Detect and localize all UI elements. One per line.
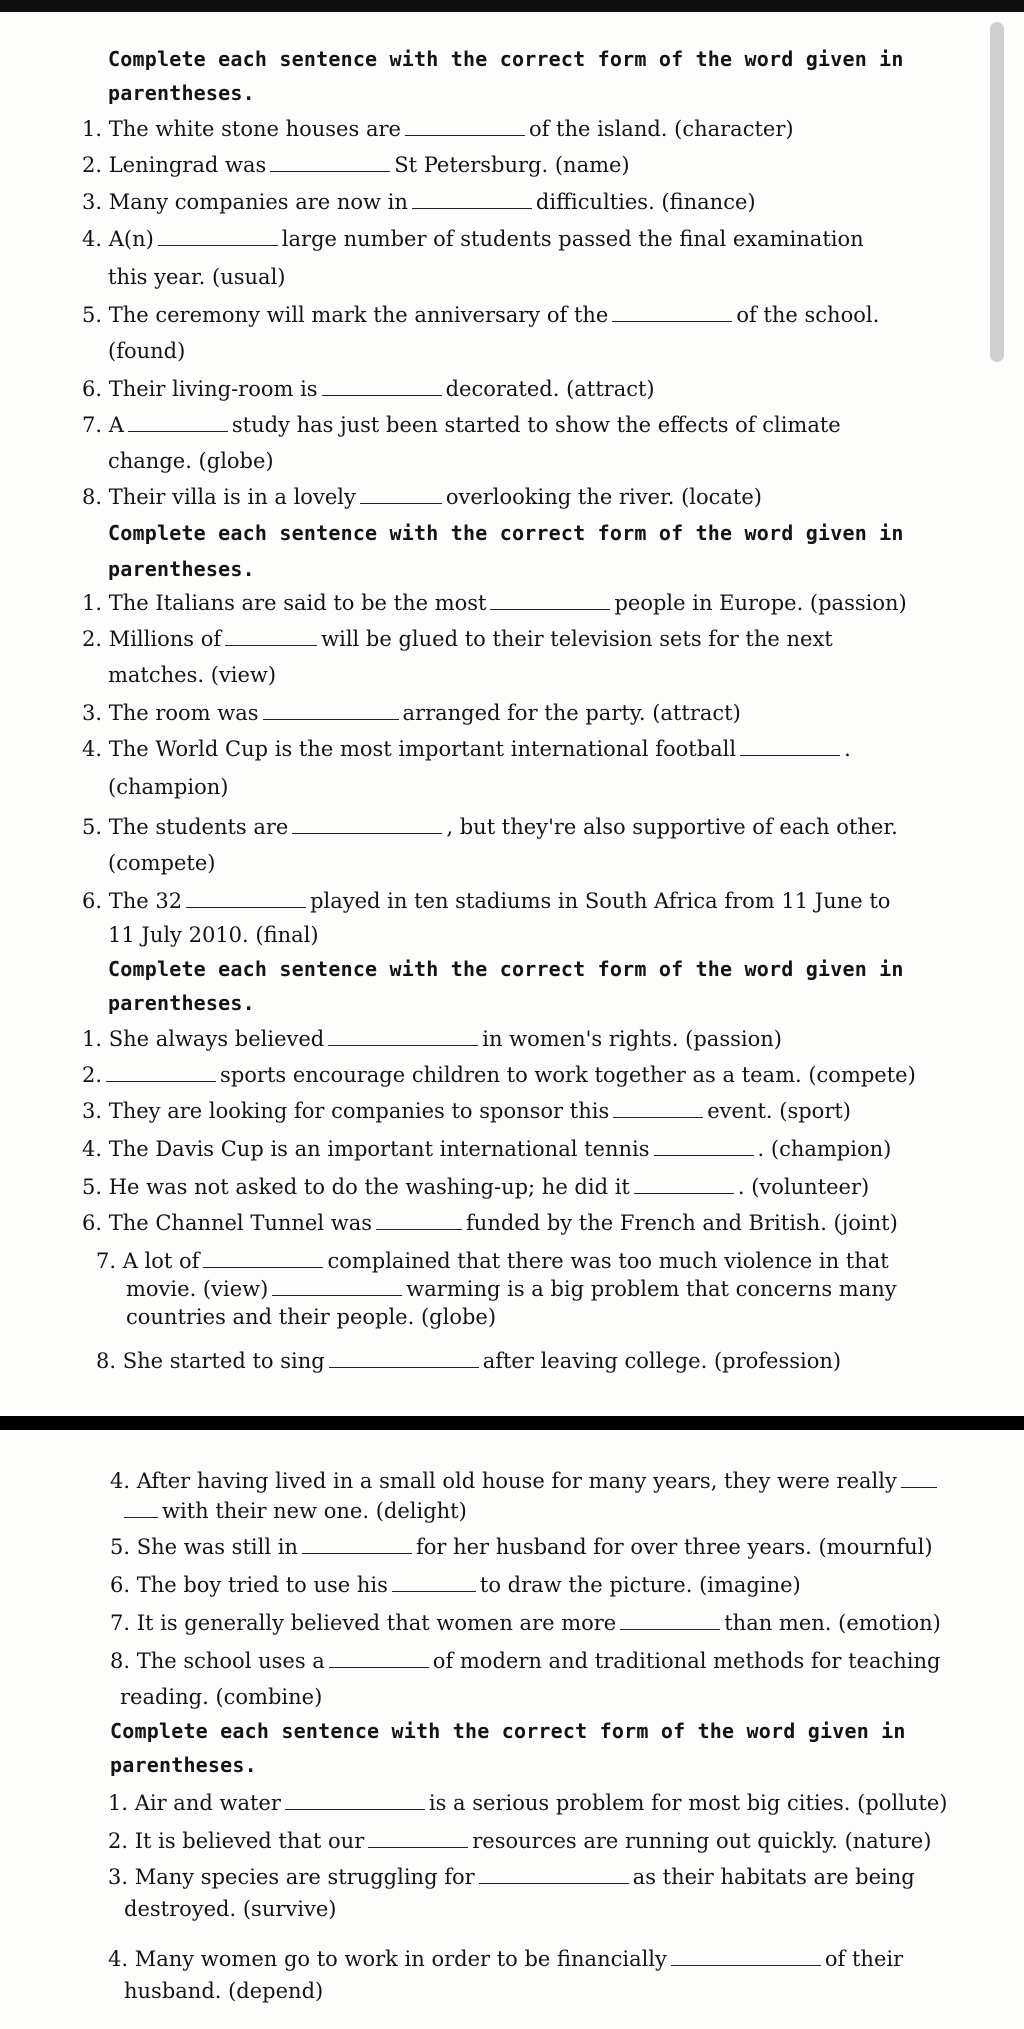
question-text: large number of students passed the final examination <box>281 227 864 251</box>
section-heading-line2: parentheses. <box>110 1753 257 1777</box>
answer-blank[interactable] <box>490 591 610 610</box>
question-text: will be glued to their television sets for the next <box>321 627 833 651</box>
question-6 <box>82 376 655 402</box>
question-text: 6. The Channel Tunnel was <box>82 1211 373 1235</box>
question-7 <box>96 1248 889 1274</box>
answer-blank[interactable] <box>613 1099 703 1118</box>
question-8 <box>82 484 762 510</box>
question-text: 8. Their villa is in a lovely <box>82 485 356 509</box>
question-5-cont: (found) <box>108 339 186 363</box>
answer-blank[interactable] <box>368 1829 468 1848</box>
question-text: 4. A(n) <box>82 227 154 251</box>
question-6-cont: 11 July 2010. (final) <box>108 923 319 947</box>
question-text: 3. They are looking for companies to sponsor this <box>82 1099 610 1123</box>
question-text: to draw the picture. (imagine) <box>479 1573 801 1597</box>
worksheet-page-1[interactable] <box>0 12 1024 1416</box>
question-text: 7. A lot of <box>96 1249 200 1273</box>
question-text: 6. Their living-room is <box>82 377 318 401</box>
answer-blank[interactable] <box>328 1027 478 1046</box>
question-text: St Petersburg. (name) <box>394 153 630 177</box>
question-6 <box>82 888 890 914</box>
answer-blank[interactable] <box>329 1349 479 1368</box>
answer-blank[interactable] <box>620 1611 720 1630</box>
question-2 <box>82 626 833 652</box>
question-text: of modern and traditional methods for teaching <box>432 1649 941 1673</box>
question-3 <box>82 189 756 215</box>
question-3-cont: destroyed. (survive) <box>124 1897 337 1921</box>
answer-blank[interactable] <box>392 1573 476 1592</box>
question-text: 1. The white stone houses are <box>82 117 401 141</box>
section-heading-line1: Complete each sentence with the correct form of the word given in <box>108 47 904 71</box>
question-text: event. (sport) <box>707 1099 851 1123</box>
answer-blank[interactable] <box>186 889 306 908</box>
question-5 <box>82 814 898 840</box>
question-4 <box>108 1946 903 1972</box>
question-text: study has just been started to show the effects of climate <box>231 413 841 437</box>
question-text: 5. The students are <box>82 815 289 839</box>
question-text: of the island. (character) <box>528 117 794 141</box>
section-heading-line2: parentheses. <box>108 557 255 581</box>
question-text: . (champion) <box>757 1137 892 1161</box>
answer-blank[interactable] <box>360 485 442 504</box>
question-text: resources are running out quickly. (nature) <box>472 1829 932 1853</box>
question-text: . (volunteer) <box>737 1175 870 1199</box>
question-2 <box>108 1828 931 1854</box>
question-2 <box>82 1062 916 1088</box>
answer-blank[interactable] <box>654 1137 754 1156</box>
question-text: 8. She started to sing <box>96 1349 325 1373</box>
answer-blank[interactable] <box>128 413 228 432</box>
question-text: 5. She was still in <box>110 1535 298 1559</box>
question-text: with their new one. (delight) <box>162 1499 467 1523</box>
question-text: , but they're also supportive of each other. <box>446 815 898 839</box>
question-text: decorated. (attract) <box>445 377 655 401</box>
question-8 <box>96 1348 841 1374</box>
question-2 <box>82 152 630 178</box>
answer-blank[interactable] <box>272 1277 402 1296</box>
question-text: 4. After having lived in a small old house for many years, they were really <box>110 1469 897 1493</box>
question-text: warming is a big problem that concerns many <box>406 1277 897 1301</box>
question-3 <box>82 1098 851 1124</box>
question-8-cont: reading. (combine) <box>120 1685 323 1709</box>
scrollbar-thumb[interactable] <box>990 22 1004 362</box>
question-7-cont: change. (globe) <box>108 449 274 473</box>
answer-blank[interactable] <box>329 1649 429 1668</box>
question-2-cont: matches. (view) <box>108 663 277 687</box>
question-text: as their habitats are being <box>632 1865 915 1889</box>
question-6 <box>110 1572 801 1598</box>
question-text: 8. The school uses a <box>110 1649 325 1673</box>
answer-blank[interactable] <box>671 1947 821 1966</box>
answer-blank[interactable] <box>405 117 525 136</box>
answer-blank[interactable] <box>740 737 840 756</box>
answer-blank[interactable] <box>302 1535 412 1554</box>
question-7 <box>82 412 841 438</box>
question-text: movie. (view) <box>126 1277 269 1301</box>
question-4-cont: this year. (usual) <box>108 265 286 289</box>
section-heading-line2: parentheses. <box>108 991 255 1015</box>
answer-blank[interactable] <box>612 303 732 322</box>
question-3 <box>82 700 741 726</box>
question-text: 2. <box>82 1063 103 1087</box>
question-text: 1. She always believed <box>82 1027 325 1051</box>
question-4 <box>110 1468 941 1494</box>
question-1 <box>82 1026 782 1052</box>
answer-blank[interactable] <box>225 627 317 646</box>
question-4-cont: (champion) <box>108 775 229 799</box>
question-text: 5. He was not asked to do the washing-up; he did it <box>82 1175 630 1199</box>
question-text: for her husband for over three years. (mournful) <box>415 1535 933 1559</box>
question-text: funded by the French and British. (joint) <box>466 1211 898 1235</box>
question-7-cont <box>126 1276 897 1302</box>
answer-blank[interactable] <box>263 701 399 720</box>
question-text: 2. Leningrad was <box>82 153 267 177</box>
question-text: after leaving college. (profession) <box>482 1349 842 1373</box>
section-heading-line1: Complete each sentence with the correct form of the word given in <box>108 957 904 981</box>
answer-blank[interactable] <box>158 227 278 246</box>
answer-blank[interactable] <box>412 190 532 209</box>
answer-blank[interactable] <box>634 1175 734 1194</box>
question-text: 3. The room was <box>82 701 259 725</box>
question-1 <box>108 1790 947 1816</box>
question-text: overlooking the river. (locate) <box>445 485 762 509</box>
question-5 <box>110 1534 933 1560</box>
answer-blank[interactable] <box>203 1249 323 1268</box>
question-6 <box>82 1210 898 1236</box>
question-text: difficulties. (finance) <box>535 190 756 214</box>
answer-blank[interactable] <box>901 1469 937 1488</box>
question-4 <box>82 1136 891 1162</box>
question-text: 4. Many women go to work in order to be financially <box>108 1947 667 1971</box>
question-7 <box>110 1610 941 1636</box>
question-text: 1. The Italians are said to be the most <box>82 591 487 615</box>
question-3 <box>108 1864 915 1890</box>
answer-blank[interactable] <box>106 1063 216 1082</box>
question-text: than men. (emotion) <box>724 1611 941 1635</box>
answer-blank[interactable] <box>376 1211 462 1230</box>
question-text: 2. It is believed that our <box>108 1829 365 1853</box>
answer-blank[interactable] <box>292 815 442 834</box>
question-text: 7. A <box>82 413 124 437</box>
question-text: played in ten stadiums in South Africa from 11 June to <box>310 889 891 913</box>
question-4-cont: husband. (depend) <box>124 1979 324 2003</box>
answer-blank[interactable] <box>124 1499 158 1518</box>
question-text: 2. Millions of <box>82 627 222 651</box>
section-heading-line2: parentheses. <box>108 81 255 105</box>
question-text: in women's rights. (passion) <box>482 1027 782 1051</box>
question-text: people in Europe. (passion) <box>614 591 907 615</box>
question-5-cont: (compete) <box>108 851 216 875</box>
question-text: . <box>844 737 851 761</box>
question-7-cont2: countries and their people. (globe) <box>126 1305 497 1329</box>
question-text: 1. Air and water <box>108 1791 281 1815</box>
question-4-cont <box>124 1498 467 1524</box>
question-text: of their <box>824 1947 904 1971</box>
question-text: 5. The ceremony will mark the anniversary of the <box>82 303 609 327</box>
section-heading-line1: Complete each sentence with the correct form of the word given in <box>108 521 904 545</box>
question-5 <box>82 1174 869 1200</box>
answer-blank[interactable] <box>479 1865 629 1884</box>
question-text: 4. The World Cup is the most important international football <box>82 737 737 761</box>
answer-blank[interactable] <box>285 1791 425 1810</box>
question-text: of the school. <box>736 303 880 327</box>
answer-blank[interactable] <box>322 377 442 396</box>
question-text: arranged for the party. (attract) <box>402 701 741 725</box>
question-4 <box>82 736 851 762</box>
question-text: is a serious problem for most big cities. (pollute) <box>428 1791 948 1815</box>
question-text: 6. The 32 <box>82 889 183 913</box>
question-text: sports encourage children to work together as a team. (compete) <box>220 1063 916 1087</box>
worksheet-page-2[interactable] <box>0 1430 1024 2029</box>
question-8 <box>110 1648 940 1674</box>
question-1 <box>82 590 907 616</box>
answer-blank[interactable] <box>270 153 390 172</box>
question-text: complained that there was too much violence in that <box>327 1249 889 1273</box>
section-heading-line1: Complete each sentence with the correct form of the word given in <box>110 1719 906 1743</box>
question-text: 4. The Davis Cup is an important international tennis <box>82 1137 650 1161</box>
question-text: 7. It is generally believed that women are more <box>110 1611 617 1635</box>
question-text: 6. The boy tried to use his <box>110 1573 388 1597</box>
top-bar <box>0 0 1024 12</box>
question-5 <box>82 302 879 328</box>
question-text: 3. Many companies are now in <box>82 190 408 214</box>
question-1 <box>82 116 794 142</box>
question-4 <box>82 226 864 252</box>
question-text: 3. Many species are struggling for <box>108 1865 475 1889</box>
